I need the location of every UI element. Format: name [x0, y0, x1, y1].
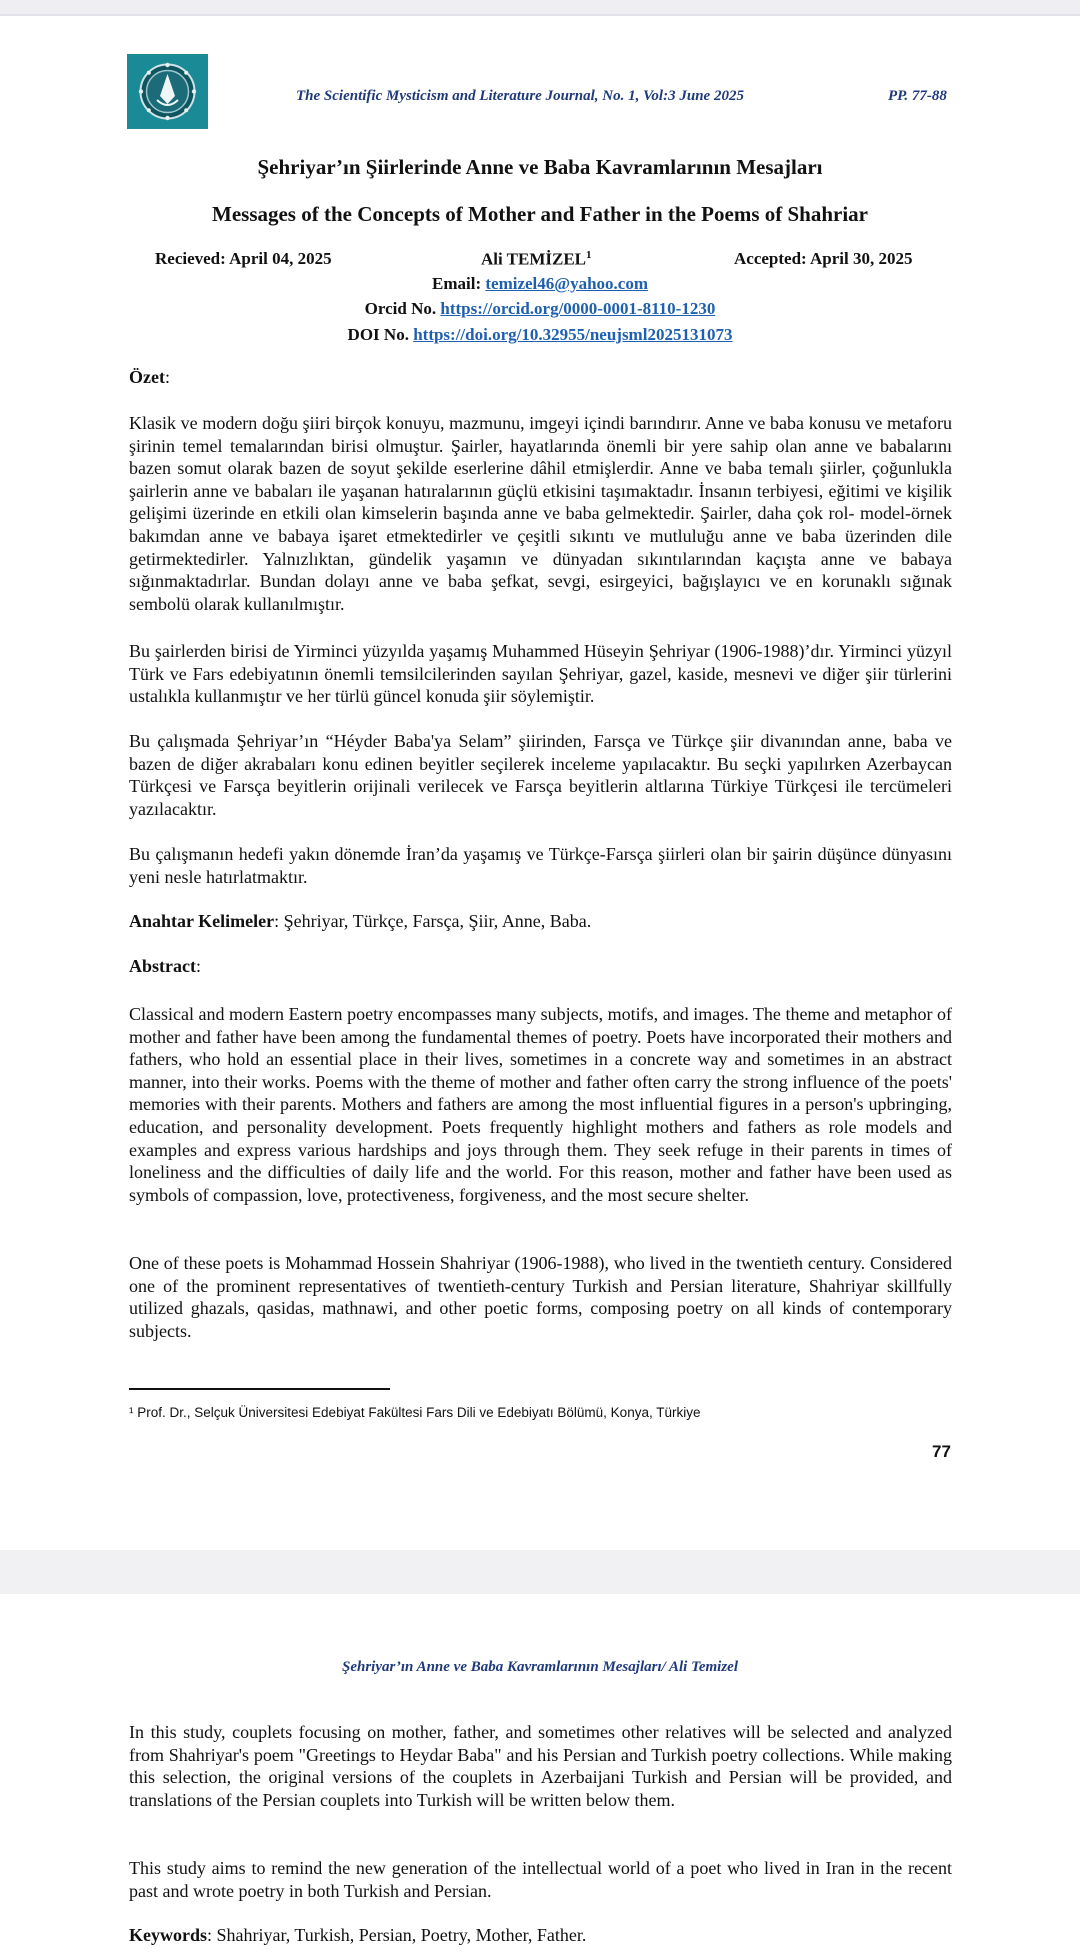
abstract-heading-colon: : — [195, 956, 201, 976]
author-footnote-mark: 1 — [586, 249, 592, 261]
keywords-english — [129, 1925, 586, 1946]
orcid-link[interactable]: https://orcid.org/0000-0001-8110-1230 — [440, 299, 716, 318]
ozet-heading-colon: : — [164, 367, 170, 387]
keywords-english-value: : Shahriyar, Turkish, Persian, Poetry, Mother, Father. — [207, 1925, 587, 1945]
author-name — [481, 249, 592, 270]
viewer-top-bar — [0, 0, 1080, 16]
doi-label: DOI No. — [347, 325, 409, 344]
ozet-heading-text: Özet — [129, 367, 165, 387]
page2-paragraph: In this study, couplets focusing on mother, father, and sometimes other relatives will be selected and analyzed from Shahriyar's poem "Greetings to Heydar Baba" and his Persian and Turkish poetry collections. While making this selection, the original versions of the couplets in Azerbaijani Turkish and Persian will be provided, and translations of the Persian couplets into Turkish will be written below them. — [129, 1722, 952, 1810]
email-line — [0, 274, 1080, 294]
paper-title-turkish: Şehriyar’ın Şiirlerinde Anne ve Baba Kavramlarının Mesajları — [257, 155, 823, 179]
keywords-turkish-value: : Şehriyar, Türkçe, Farsça, Şiir, Anne, Baba. — [274, 911, 592, 931]
page-break — [0, 1550, 1080, 1594]
ozet-paragraph: Bu şairlerden birisi de Yirminci yüzyılda yaşamış Muhammed Hüseyin Şehriyar (1906-1988)’dır. Yirminci yüzyıl Türk ve Fars edebiyatının önemli temsilcilerinden sayılan Şehriyar, gazel, kaside, mesnevi ve diğer şiir türlerini ustalıkla kullanmıştır ve her türlü güncel konuda şiir söylemiştir. — [129, 641, 952, 707]
keywords-english-label: Keywords — [129, 1925, 207, 1945]
orcid-line — [0, 299, 1080, 319]
ozet-paragraph: Klasik ve modern doğu şiiri birçok konuyu, mazmunu, imgeyi içindi barındırır. Anne ve baba konusu ve metaforu şirinin temel temalarından birisi olmuştur. Şairler, hayatlarında önemli bir yere sahip olan anne ve babalarını bazen somut olarak bazen de soyut şekilde eserlerine dâhil etmişlerdir. Anne ve baba temalı şiirler, çoğunlukla şairlerin anne ve babaları ile yaşanan hatıralarının güçlü etkisini taşımaktadır. İnsanın terbiyesi, eğitimi ve kişilik gelişimi üzerinde en etkili olan kimselerin başında anne ve baba gelmektedir. Şairler, daha çok rol- model-örnek bakımdan anne ve babaya işaret etmektedirler ve çeşitli sıkıntı ve mutluluğu anne ve baba üzerinden dile getirmektedirler. Yalnızlıktan, gündelik yaşamın ve dünyadan sıkıntılarından kaçışta anne ve babaya sığınmaktadırlar. Bundan dolayı anne ve baba şefkat, sevgi, esirgeyici, bağışlayıcı ve en korunaklı sığınak sembolü olarak kullanılmıştır. — [129, 413, 952, 614]
journal-logo-emblem-icon — [127, 54, 208, 129]
accepted-date: Accepted: April 30, 2025 — [734, 249, 913, 268]
doi-link[interactable]: https://doi.org/10.32955/neujsml2025131073 — [413, 325, 733, 344]
journal-header: The Scientific Mysticism and Literature Journal, No. 1, Vol:3 June 2025 — [296, 88, 744, 104]
keywords-turkish — [129, 911, 591, 932]
footnote-divider — [129, 1388, 390, 1390]
author-name-text: Ali TEMİZEL — [481, 249, 587, 269]
doi-line — [0, 325, 1080, 345]
running-header: Şehriyar’ın Anne ve Baba Kavramlarının Mesajları/ Ali Temizel — [341, 1659, 739, 1675]
page2-paragraph: This study aims to remind the new generation of the intellectual world of a poet who lived in Iran in the recent past and wrote poetry in both Turkish and Persian. — [129, 1858, 952, 1901]
orcid-label: Orcid No. — [364, 299, 437, 318]
ozet-paragraph: Bu çalışmanın hedefi yakın dönemde İran’da yaşamış ve Türkçe-Farsça şiirleri olan bir şairin düşünce dünyasını yeni nesle hatırlatmaktır. — [129, 844, 952, 887]
received-date: Recieved: April 04, 2025 — [155, 249, 332, 268]
abstract-heading-text: Abstract — [129, 956, 196, 976]
ozet-paragraph: Bu çalışmada Şehriyar’ın “Héyder Baba'ya Selam” şiirinden, Farsça ve Türkçe şiir divanından anne, baba ve bazen de diğer akrabaları konu edinen beyitler seçilerek inceleme yapılacaktır. Bu seçki yapılırken Azerbaycan Türkçesi ve Farsça beyitlerin orijinali verilecek ve Farsça beyitlerin altlarına Türkiye Türkçesi ile tercümeleri yazılacaktır. — [129, 731, 952, 819]
email-label: Email: — [432, 274, 482, 293]
email-link[interactable]: temizel46@yahoo.com — [485, 274, 648, 293]
abstract-paragraph: One of these poets is Mohammad Hossein Shahriyar (1906-1988), who lived in the twentieth century. Considered one of the prominent representatives of twentieth-century Turkish and Persian literature, Shahriyar skillfully utilized ghazals, qasidas, mathnawi, and other poetic forms, composing poetry on all kinds of contemporary subjects. — [129, 1253, 952, 1341]
abstract-heading — [129, 956, 201, 977]
footnote: ¹ Prof. Dr., Selçuk Üniversitesi Edebiyat Fakültesi Fars Dili ve Edebiyatı Bölümü, Konya, Türkiye — [129, 1405, 701, 1420]
page-range: PP. 77-88 — [888, 88, 947, 104]
keywords-turkish-label: Anahtar Kelimeler — [129, 911, 275, 931]
paper-title-english: Messages of the Concepts of Mother and Father in the Poems of Shahriar — [212, 202, 868, 226]
page-number: 77 — [932, 1442, 951, 1461]
journal-logo — [127, 54, 208, 129]
ozet-heading — [129, 367, 170, 388]
abstract-paragraph: Classical and modern Eastern poetry encompasses many subjects, motifs, and images. The theme and metaphor of mother and father have been among the fundamental themes of poetry. Poets have incorporated their mothers and fathers, who hold an essential place in their lives, sometimes in a concrete way and sometimes in an abstract manner, into their works. Poems with the theme of mother and father often carry the strong influence of the poets' memories with their parents. Mothers and fathers are among the most influential figures in a person's upbringing, education, and personality development. Poets frequently highlight mothers and fathers as role models and examples and express various hardships and joys through them. They seek refuge in their parents in times of loneliness and the difficulties of daily life and the world. For this reason, mother and father have been used as symbols of compassion, love, protectiveness, forgiveness, and the most secure shelter. — [129, 1004, 952, 1205]
